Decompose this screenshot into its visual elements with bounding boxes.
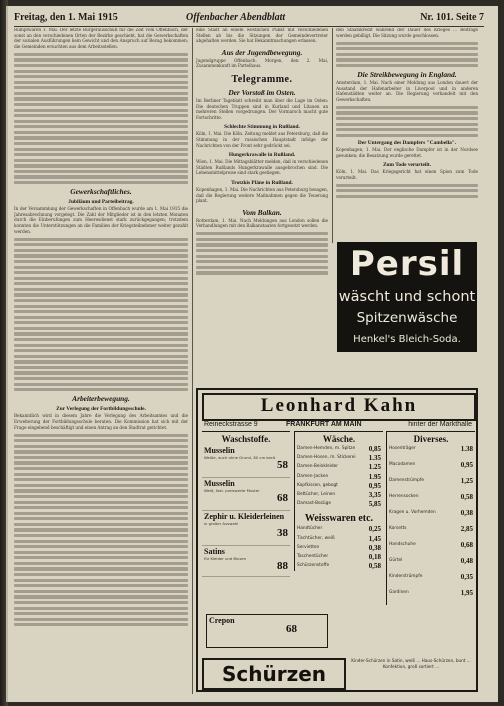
text-block: [336, 42, 478, 68]
persil-product: Spitzenwäsche: [356, 310, 458, 326]
kahn-row: [295, 482, 383, 491]
kahn-row: [387, 509, 475, 525]
kahn-row-price: 0,35: [460, 573, 473, 581]
persil-maker: Henkel's Bleich-Soda.: [353, 334, 461, 345]
kahn-item-desc: für Kleider und Blusen: [204, 556, 247, 561]
kahn-col-title: Waschstoffe.: [221, 434, 271, 444]
kahn-item-name: Crepon: [209, 616, 235, 625]
section-heading: Der Vorstoß im Osten.: [228, 87, 296, 97]
kahn-row-name: Schürzenstoffe: [297, 563, 330, 569]
kahn-row-name: Herrensocken: [389, 494, 419, 499]
kahn-row-name: Damenstrümpfe: [389, 478, 424, 483]
section-heading: Aus der Jugendbewegung.: [221, 47, 303, 57]
kahn-row: [295, 491, 383, 500]
kahn-row-price: 0,25: [368, 525, 381, 534]
kahn-row-name: Handtücher: [297, 526, 323, 532]
kahn-row-price: 1.35: [368, 454, 381, 463]
column-left: [14, 28, 188, 690]
kahn-row: [387, 525, 475, 541]
kahn-row-price: 1,45: [368, 534, 381, 543]
column-rule: [332, 28, 333, 243]
column-rule: [192, 384, 193, 694]
section-heading: Die Streikbewegung in England.: [357, 70, 457, 80]
kahn-item-desc: Weiße, auch ohne Grund, 80 cm breit: [204, 455, 276, 460]
article-text: Kopenhagen, 1. Mai. Der englische Dampfer ist in der Nordsee gesunken; die Besatzung wurde gerettet.: [336, 147, 478, 159]
kahn-item-desc: Weiß, fast. preiswerte Muster: [204, 488, 260, 493]
article-text: Bekanntlich wird in diesem Jahre die Verlegung des Arbeitsamtes und die Erweiterung der Fortbildungsschule beraten. Die Kommission hat sich mit der Frage eingehend beschäftigt und einen Antrag an den Stadtrat gerichtet.: [14, 414, 188, 431]
kahn-item: [202, 511, 290, 546]
kahn-item-price: 68: [286, 623, 297, 635]
kahn-row: [295, 454, 383, 463]
kahn-item-name: Musselin: [204, 479, 235, 488]
kahn-row-name: Kragen u. Vorhemden: [389, 510, 436, 515]
kahn-row-price: 0,85: [368, 445, 381, 453]
kahn-row-name: Taschentücher: [297, 553, 329, 559]
article-text: In der Versammlung der Gewerkschaften in Offenbach wurde am 1. Mai 1915 die Jahresabrechnung vorgelegt. Die Zahl der Mitglieder ist in den letzten Monaten durch die Einberufungen zum Heeresdienst stark zurückgegangen; trotzdem konnten die Unterstützungen an die Familien der Kriegsteilnehmer weiter gezahlt werden.: [14, 207, 188, 235]
kahn-crepon-box: [206, 614, 328, 648]
kahn-row-price: 1,95: [460, 589, 473, 597]
kahn-row-price: 0,48: [460, 557, 473, 565]
subheading: Der Untergang des Dampfers "Cambella".: [357, 139, 457, 146]
kahn-item-desc: in großer Auswahl: [204, 521, 239, 526]
kahn-col-title: Diverses.: [413, 434, 449, 444]
kahn-row-name: Hosenträger: [389, 446, 416, 451]
persil-brand: Persil: [349, 244, 465, 284]
kahn-schurzen-note: Kinder-Schürzen in Satin, weiß ... Haus-Schürzen, bunt ... Konfektion, groß sortiert ...: [351, 658, 471, 669]
kahn-col-title: Weisswaren etc.: [304, 513, 374, 525]
kahn-item: [207, 615, 327, 635]
kahn-row-name: Damen-Hosen, m. Stickerei: [297, 455, 356, 461]
kahn-row: [387, 541, 475, 557]
paper-title: Offenbacher Abendblatt: [186, 12, 286, 23]
kahn-row: [295, 553, 383, 562]
article-text: Köln, 1. Mai. Die Köln. Zeitung meldet aus Petersburg, daß die Stimmung in der russischen Hauptstadt infolge der Nachrichten von der Front sehr gedrückt sei.: [196, 132, 328, 149]
text-block: [14, 53, 188, 184]
kahn-row-price: 2,85: [460, 525, 473, 533]
persil-slogan: wäscht und schont: [338, 289, 476, 305]
kahn-item-price: 88: [277, 560, 288, 572]
kahn-row: [387, 461, 475, 477]
text-block: [336, 184, 478, 198]
text-block: [14, 238, 188, 392]
telegrams-heading: Telegramme.: [231, 73, 293, 85]
article-text: Rotterdam, 1. Mai. Nach Meldungen aus London sollen die Verhandlungen mit den Balkanstaaten fortgesetzt werden.: [196, 218, 328, 230]
article-text: Wien, 1. Mai. Die Mittagsblätter melden, daß in verschiedenen Städten Rußlands Hungerkrawalle ausgebrochen sind. Die Lebensmittelpreise sind stark gestiegen.: [196, 160, 328, 177]
kahn-row-price: 1.38: [460, 445, 473, 453]
kahn-row-name: Gardinen: [389, 590, 409, 595]
article-text: eine Stadt an einem westlichen Punkt mit verschiedenen Stellen ab bis die Sitzungen der Gemeindevertreter abgehalten werden. Sie hat Bekanntmachungen erlassen.: [196, 28, 328, 45]
kahn-col-waschstoffe: [202, 431, 290, 577]
text-block: [336, 106, 478, 137]
section-heading: Gewerkschaftliches.: [70, 187, 132, 197]
kahn-row-name: Damast-Bezüge: [297, 501, 332, 507]
kahn-row-price: 0,95: [368, 481, 381, 490]
kahn-row-price: 0,38: [368, 543, 381, 552]
kahn-item-price: 38: [277, 527, 288, 539]
kahn-row-name: Korsetts: [389, 526, 407, 531]
kahn-row-price: 0,38: [460, 509, 473, 517]
kahn-row-name: Bettücher, Leinen: [297, 491, 336, 497]
kahn-store-name: Leonhard Kahn: [202, 393, 476, 421]
column-middle: [196, 28, 328, 384]
article-text: Köln, 1. Mai. Das Kriegsgericht hat einen Spion zum Tode verurteilt.: [336, 170, 478, 181]
kahn-row-price: 1.95: [368, 472, 381, 481]
kahn-row-name: Servietten: [297, 544, 320, 550]
kahn-advertisement: [196, 388, 478, 692]
kahn-row: [387, 477, 475, 493]
column-rule: [192, 28, 193, 386]
kahn-row-price: 5,85: [368, 500, 381, 509]
subheading: Jubiläum und Parteibeitrag.: [68, 199, 134, 206]
section-heading: Vom Balkan.: [242, 207, 282, 217]
kahn-street: Reineckstrasse 9: [204, 421, 258, 428]
kahn-row: [295, 473, 383, 482]
article-text: Im Berliner Tageblatt schreibt man über die Lage im Osten: Die deutschen Truppen sind in Kurland und Litauen an mehreren Stellen vorgedrungen. Der Vormarsch macht gute Fortschritte.: [196, 98, 328, 121]
issue-date: Freitag, den 1. Mai 1915: [14, 12, 118, 23]
kahn-item: [202, 546, 290, 577]
kahn-item-name: Satins: [204, 547, 225, 556]
kahn-row-name: Kopfkissen, gebogt: [297, 482, 338, 488]
kahn-item: [202, 445, 290, 478]
article-text: Rumpfwaren 1. Mai. Der letzte Bürgerausschuß für die Zeit vom Offenbach, der sonst an den verschiedenen Orten der Bezirke geschieht, hat die Gewerkschaften der sozialen Ausführungen kein Gewicht und den Anspruch auf Bezug bekommen; die Gemeinden ersuchten aus dem Arbeitsstellen.: [14, 28, 188, 50]
column-right: [336, 28, 478, 240]
subheading: Zum Tode verurteilt.: [382, 162, 432, 169]
kahn-row-name: Damen-Jacken: [297, 473, 329, 479]
issue-number: Nr. 101. Seite 7: [420, 12, 484, 23]
kahn-row: [387, 589, 475, 605]
kahn-row-name: Damen-Beinkleider: [297, 464, 339, 470]
masthead: [14, 10, 484, 27]
kahn-row-price: 0,68: [460, 541, 473, 549]
kahn-row: [387, 573, 475, 589]
kahn-row: [387, 445, 475, 461]
text-block: [196, 232, 328, 274]
article-text: Jugendgruppe Offenbach. Morgen, den 2. Mai, Zusammenkunft im Parteihaus.: [196, 58, 328, 70]
kahn-col-waesche: [294, 431, 383, 571]
persil-advertisement: [337, 242, 477, 352]
kahn-row-name: Handschuhe: [389, 542, 416, 547]
kahn-row-name: Tischtücher, weiß: [297, 535, 335, 541]
kahn-row: [295, 500, 383, 509]
text-block: [14, 434, 188, 627]
kahn-row-price: 0,58: [368, 562, 381, 571]
kahn-item-name: Musselin: [204, 446, 235, 455]
kahn-row-name: Macodamen: [389, 462, 416, 467]
kahn-item-price: 68: [277, 492, 288, 504]
kahn-row-name: Damen-Hemden, m. Spitze: [297, 446, 356, 451]
kahn-row-price: 3,35: [368, 490, 381, 499]
article-text: Kopenhagen, 1. Mai. Die Nachrichten aus Petersburg besagen, daß die Regierung weitere Maßnahmen gegen die Teuerung plant.: [196, 187, 328, 205]
kahn-col-title: Wäsche.: [322, 434, 356, 444]
article-text: den Staatskredit während der Dauer des Krieges ... Beiträge werden gebilligt. Die Sitzung wurde geschlossen.: [336, 28, 478, 39]
kahn-row: [295, 535, 383, 544]
subheading: Zur Verlegung der Fortbildungsschule.: [56, 406, 146, 413]
kahn-row: [387, 493, 475, 509]
kahn-row-name: Gürtel: [389, 558, 403, 563]
kahn-col-diverses: [386, 431, 475, 605]
kahn-row: [295, 445, 383, 454]
kahn-row-price: 1,25: [460, 477, 473, 485]
kahn-schurzen-banner: Schürzen: [202, 658, 346, 690]
kahn-item-name: Zephir u. Kleiderleinen: [204, 512, 285, 521]
kahn-row: [295, 463, 383, 472]
kahn-row-price: 0,58: [460, 493, 473, 501]
kahn-city: FRANKFURT AM MAIN: [286, 421, 362, 428]
kahn-row: [387, 557, 475, 573]
subheading: Hungerkrawalle in Rußland.: [228, 152, 296, 159]
subheading: Schlechte Stimmung in Rußland.: [224, 124, 300, 131]
kahn-item-price: 58: [277, 459, 288, 471]
kahn-row-price: 0,95: [460, 461, 473, 469]
kahn-location: hinter der Markthalle: [408, 421, 472, 428]
kahn-row-price: 0,18: [368, 552, 381, 561]
section-heading: Arbeiterbewegung.: [72, 394, 130, 404]
kahn-row-price: 1.25: [368, 463, 381, 472]
kahn-row: [295, 525, 383, 534]
kahn-row-name: Kinderstrümpfe: [389, 574, 423, 579]
kahn-item: [202, 478, 290, 511]
kahn-row: [295, 544, 383, 553]
article-text: Amsterdam, 1. Mai. Nach einer Meldung aus London dauert der Ausstand der Hafenarbeiter in Liverpool und in anderen Hafenstädten weiter an. Die Regierung verhandelt mit den Gewerkschaften.: [336, 81, 478, 103]
subheading: Trotzkis Pläne in Rußland.: [231, 179, 293, 186]
kahn-row: [295, 562, 383, 571]
